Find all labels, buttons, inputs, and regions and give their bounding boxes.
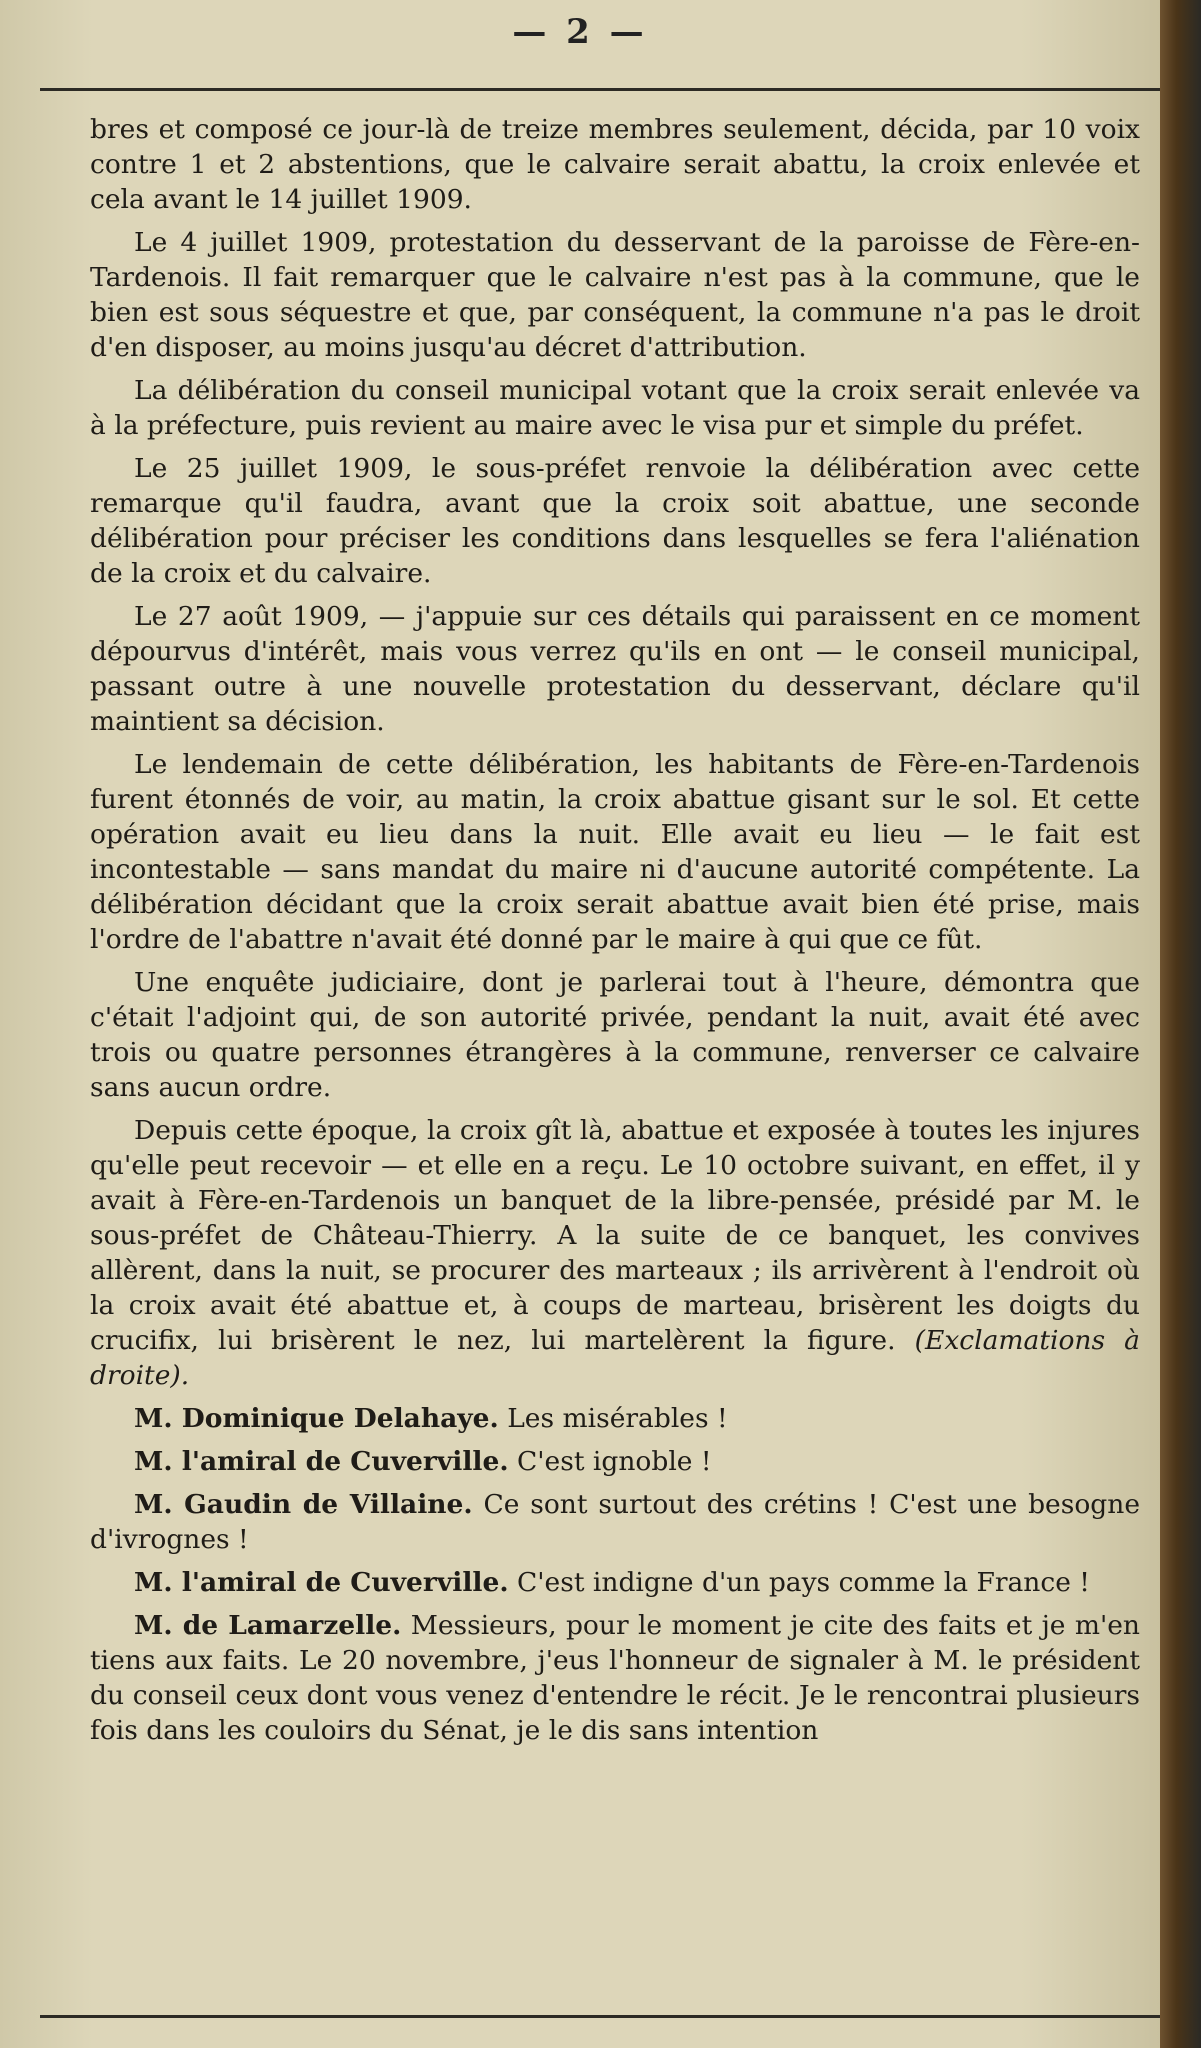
speech-text: C'est indigne d'un pays comme la France ! [516,1567,1090,1598]
bottom-rule [40,2015,1160,2018]
speech-2 [90,1444,1140,1479]
speaker-name: M. de Lamarzelle. [134,1610,402,1641]
speech-3 [90,1487,1140,1557]
paragraph-1: bres et composé ce jour-là de treize membres seulement, décida, par 10 voix contre 1 et 2 abstentions, que le calvaire serait abattu, la croix enlevée et cela avant le 14 juillet 1909. [90,114,1140,215]
speech-text: Ce sont surtout des crétins ! C'est une besogne d'ivrognes ! [90,1489,1140,1555]
top-rule [40,88,1160,91]
book-edge [1160,0,1201,2048]
speech-5 [90,1608,1140,1748]
speaker-name: M. Dominique Delahaye. [134,1403,499,1434]
paragraph-6: Le lendemain de cette délibération, les habitants de Fère-en-Tardenois furent étonnés de voir, au matin, la croix abattue gisant sur le sol. Et cette opération avait eu lieu dans la nuit. Elle avait eu lieu — le fait est incontestable — sans mandat du maire ni d'aucune autorité compétente. La délibération décidant que la croix serait abattue avait bien été prise, mais l'ordre de l'abattre n'avait été donné par le maire à qui que ce fût. [90,749,1140,955]
page-body [90,112,1140,1756]
speech-text: Les misérables ! [507,1403,728,1434]
stage-direction: (Exclamations à droite). [90,1325,1140,1391]
speech-4 [90,1565,1140,1600]
speech-1 [90,1401,1140,1436]
paragraph-8-text: Depuis cette époque, la croix gît là, abattue et exposée à toutes les injures qu'elle peut recevoir — et elle en a reçu. Le 10 octobre suivant, en effet, il y avait à Fère-en-Tardenois un banquet de la libre-pensée, présidé par M. le sous-préfet de Château-Thierry. A la suite de ce banquet, les convives allèrent, dans la nuit, se procurer des marteaux ; ils arrivèrent à l'endroit où la croix avait été abattue et, à coups de marteau, brisèrent les doigts du crucifix, lui brisèrent le nez, lui martelèrent la figure. [90,1115,1140,1356]
speech-text: C'est ignoble ! [516,1446,712,1477]
paragraph-8 [90,1113,1140,1393]
paragraph-7: Une enquête judiciaire, dont je parlerai tout à l'heure, démontra que c'était l'adjoint qui, de son autorité privée, pendant la nuit, avait été avec trois ou quatre personnes étrangères à la commune, renverser ce calvaire sans aucun ordre. [90,967,1140,1103]
paragraph-2: Le 4 juillet 1909, protestation du desservant de la paroisse de Fère-en-Tardenois. Il fait remarquer que le calvaire n'est pas à la commune, que le bien est sous séquestre et que, par conséquent, la commune n'a pas le droit d'en disposer, au moins jusqu'au décret d'attribution. [90,227,1140,363]
speech-text: Messieurs, pour le moment je cite des faits et je m'en tiens aux faits. Le 20 novembre, j'eus l'honneur de signaler à M. le président du conseil ceux dont vous venez d'entendre le récit. Je le rencontrai plusieurs fois dans les couloirs du Sénat, je le dis sans intention [90,1610,1140,1746]
paragraph-5: Le 27 août 1909, — j'appuie sur ces détails qui paraissent en ce moment dépourvus d'intérêt, mais vous verrez qu'ils en ont — le conseil municipal, passant outre à une nouvelle protestation du desservant, déclare qu'il maintient sa décision. [90,601,1140,737]
speaker-name: M. l'amiral de Cuverville. [134,1446,509,1477]
paragraph-3: La délibération du conseil municipal votant que la croix serait enlevée va à la préfecture, puis revient au maire avec le visa pur et simple du préfet. [90,375,1140,441]
speaker-name: M. l'amiral de Cuverville. [134,1567,509,1598]
speaker-name: M. Gaudin de Villaine. [134,1489,473,1520]
page-number: — 2 — [512,12,648,52]
paragraph-4: Le 25 juillet 1909, le sous-préfet renvoie la délibération avec cette remarque qu'il faudra, avant que la croix soit abattue, une seconde délibération pour préciser les conditions dans lesquelles se fera l'aliénation de la croix et du calvaire. [90,453,1140,589]
